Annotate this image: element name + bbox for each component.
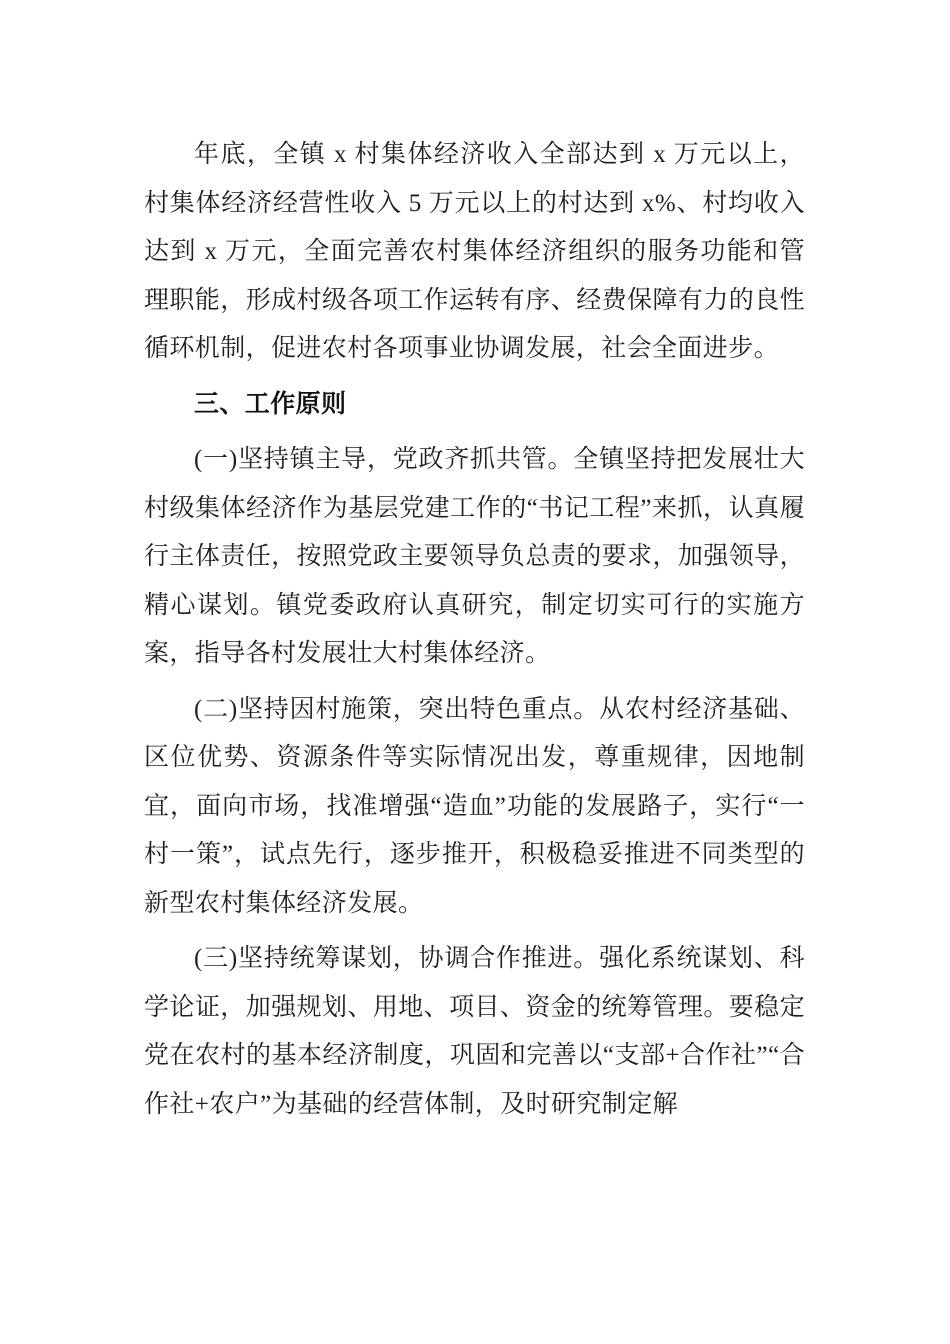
paragraph-principle-3: (三)坚持统筹谋划，协调合作推进。强化系统谋划、科学论证，加强规划、用地、项目、资金的统筹管理。要稳定党在农村的基本经济制度，巩固和完善以“支部+合作社”“合作社+农户”为基础的经营体制，及时研究制定解 <box>144 945 805 1118</box>
paragraph-principle-2: (二)坚持因村施策，突出特色重点。从农村经济基础、区位优势、资源条件等实际情况出发，尊重规律，因地制宜，面向市场，找准增强“造血”功能的发展路子，实行“一村一策”，试点先行，逐步推开，积极稳妥推进不同类型的新型农村集体经济发展。 <box>144 695 805 917</box>
paragraph-principle-1: (一)坚持镇主导，党政齐抓共管。全镇坚持把发展壮大村级集体经济作为基层党建工作的“书记工程”来抓，认真履行主体责任，按照党政主要领导负总责的要求，加强领导，精心谋划。镇党委政府认真研究，制定切实可行的实施方案，指导各村发展壮大村集体经济。 <box>144 446 805 667</box>
paragraph-goal-targets: 年底，全镇 x 村集体经济收入全部达到 x 万元以上，村集体经济经营性收入 5 万元以上的村达到 x%、村均收入达到 x 万元，全面完善农村集体经济组织的服务功能和管理职能，形成村级各项工作运转有序、经费保障有力的良性循环机制，促进农村各项事业协调发展，社会全面进步。 <box>144 141 805 362</box>
section-heading-work-principles: 三、工作原则 <box>194 390 347 418</box>
